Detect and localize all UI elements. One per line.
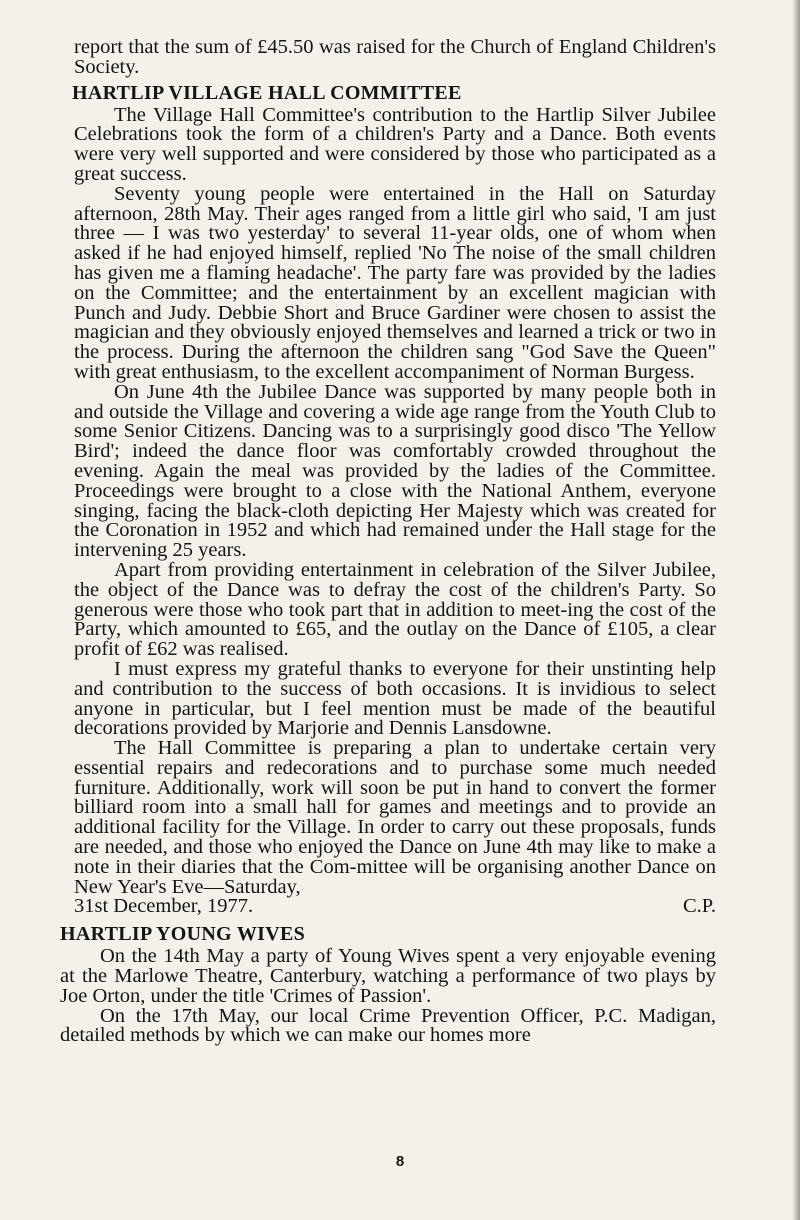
signoff-line (60, 897, 716, 917)
closing-date: 31st December, 1977. (74, 895, 254, 918)
paragraph: On June 4th the Jubilee Dance was supported by many people both in and outside the Village and covering a wide age range from the Youth Club to some Senior Citizens. Dancing was to a surprisingly good disco 'The Yellow Bird'; indeed the dance floor was comfortably crowded throughout the evening. Again the meal was provided by the ladies of the Committee. Proceedings were brought to a close with the National Anthem, everyone singing, facing the black-cloth depicting Her Majesty which was created for the Coronation in 1952 and which had remained under the Hall stage for the intervening 25 years. (74, 380, 716, 562)
paragraph: On the 14th May a party of Young Wives spent a very enjoyable evening at the Marlowe Theatre, Canterbury, watching a performance of two plays by Joe Orton, under the title 'Crimes of Passion'. (60, 945, 716, 1007)
section-heading: HARTLIP VILLAGE HALL COMMITTEE (72, 81, 462, 104)
section-village-hall-committee (60, 82, 716, 918)
page-edge-shadow (792, 0, 800, 1220)
section-heading: HARTLIP YOUNG WIVES (60, 923, 306, 946)
paragraph: The Hall Committee is preparing a plan to undertake certain very essential repairs and redecorations and to purchase some much needed furniture. Additionally, work will soon be put in hand to convert the former billiard room into a small hall for games and meetings and to provide an additional facility for the Village. In order to carry out these proposals, funds are needed, and those who enjoyed the Dance on June 4th may like to make a note in their diaries that the Com-mittee will be organising another Dance on New Year's Eve—Saturday, (74, 737, 716, 898)
opening-fragment (60, 38, 716, 78)
page-number: 8 (395, 1153, 405, 1170)
paragraph: On the 17th May, our local Crime Prevention Officer, P.C. Madigan, detailed methods by which we can make our homes more (60, 1004, 716, 1047)
paragraph: The Village Hall Committee's contribution to the Hartlip Silver Jubilee Celebrations took the form of a children's Party and a Dance. Both events were very well supported and were considered by those who participated as a great success. (74, 103, 716, 185)
paragraph: Apart from providing entertainment in celebration of the Silver Jubilee, the object of the Dance was to defray the cost of the children's Party. So generous were those who took part that in addition to meet-ing the cost of the Party, which amounted to £65, and the outlay on the Dance of £105, a clear profit of £62 was realised. (74, 558, 716, 661)
opening-text: report that the sum of £45.50 was raised for the Church of England Children's Society. (74, 36, 716, 78)
section-young-wives (60, 923, 716, 1046)
paragraph: I must express my grateful thanks to everyone for their unstinting help and contribution to the success of both occasions. It is invidious to select anyone in particular, but I feel mention must be made of the beautiful decorations provided by Marjorie and Dennis Lansdowne. (74, 657, 716, 740)
author-initials: C.P. (682, 895, 716, 918)
paragraph: Seventy young people were entertained in the Hall on Saturday afternoon, 28th May. Their ages ranged from a little girl who said, 'I am just three — I was two yesterday' to several 11-year olds, one of whom when asked if he had enjoyed himself, replied 'No The noise of the small children has given me a flaming headache'. The party fare was provided by the ladies on the Committee; and the entertainment by an excellent magician with Punch and Judy. Debbie Short and Bruce Gardiner were chosen to assist the magician and they obviously enjoyed themselves and learned a trick or two in the process. During the afternoon the children sang "God Save the Queen" with great enthusiasm, to the excellent accompaniment of Norman Burgess. (74, 182, 716, 383)
